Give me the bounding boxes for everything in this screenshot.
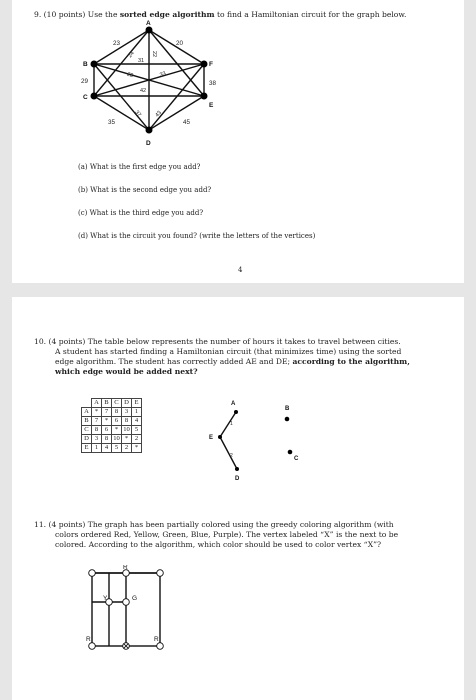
q10-number: 10. [34,337,47,346]
edge-label-bd: 37 [133,109,142,119]
vertex-c [288,450,293,455]
q9-complete-graph [80,20,230,155]
q9-prompt: 9. (10 points) Use the sorted edge algorithm to find a Hamiltonian circuit for the graph below. [34,10,407,19]
table-row: C 8 6 * 10 5 [82,426,142,435]
vertex-right [123,599,130,606]
vertex-label-b: B [285,406,290,412]
edge-label-bc: 29 [81,78,89,85]
edge-label-ad: 22 [151,51,157,58]
q10-points: (4 points) [48,337,86,346]
vertex-e [201,93,208,100]
vertex-label-left: Y [103,595,108,602]
q10-hours-table [81,398,142,453]
vertex-label-e: E [209,102,214,109]
q9-part-a: (a) What is the first edge you add? [78,163,201,171]
q11-number: 11. [34,520,47,529]
table-header: E [132,399,142,408]
vertex-label-f: F [209,61,213,68]
vertex-b [91,61,98,68]
vertex-label-e: E [209,435,214,441]
q9-part-b: (b) What is the second edge you add? [78,186,212,194]
edge-label-be: 28 [126,71,134,80]
page-1 [12,0,464,283]
q10-question: which edge would be added next? [55,367,198,376]
vertex-label-top: R [123,565,128,571]
table-header: C [112,399,122,408]
vertex-f [201,61,208,68]
vertex-label-c: C [294,456,299,462]
q11-points: (4 points) [48,520,86,529]
table-row: D 3 8 10 * 2 [82,435,142,444]
vertex-label-a: A [146,20,151,27]
edge-label-fe: 38 [209,80,217,87]
edge-label-fd: 43 [154,109,163,119]
page-number: 4 [238,266,243,274]
edge-label-de: 45 [183,119,191,126]
q11-prompt: 11. (4 points) The graph has been partially colored using the greedy coloring algorithm (with colors ordered Red, Yellow, Green, Blue, Purple). The vertex labeled “X” is the next to be colored. According to the algorithm, which color should be used to color vertex “X”? [34,520,399,549]
vertex-label-d: D [146,140,151,147]
q9-part-d: (d) What is the circuit you found? (write the letters of the vertices) [78,232,316,240]
edge-label-ae: 1 [230,421,233,427]
edge-label-af: 20 [176,40,184,47]
vertex-b [285,417,290,422]
table-row: B 7 * 6 8 4 [82,417,142,426]
q9-number: 9. [34,10,42,19]
q10-prompt: 10. (4 points) The table below represents the number of hours it takes to travel between cities. A student has started finding a Hamiltonian circuit (that minimizes time) using the sorted edge algorithm. The student has correctly added AE and DE; according to the algorithm, which edge would be added next? [34,337,454,377]
vertex-a [146,27,153,34]
edge-label-ab: 23 [113,40,121,47]
vertex-label-bottom-left: R [86,636,91,643]
q9-part-c: (c) What is the third edge you add? [78,209,204,217]
table-header: D [122,399,132,408]
vertex-c [91,93,98,100]
q11-coloring-graph [74,565,184,655]
edge-label-bf: 31 [138,58,145,64]
vertex-e [218,435,222,439]
q10-partial-graph [205,397,315,487]
vertex-label-c: C [83,94,88,101]
table-header: B [102,399,112,408]
q9-points: (10 points) [43,10,86,19]
edge-label-fc: 33 [159,70,167,79]
vertex-label-right: G [132,595,138,602]
page-2 [12,297,464,700]
edge-label-ac: 24 [127,50,136,60]
table-header: A [92,399,102,408]
table-row: A * 7 8 3 1 [82,408,142,417]
vertex-d [235,467,239,471]
vertex-label-b: B [83,61,88,68]
table-row: E 1 4 5 2 * [82,444,142,453]
vertex-bottom-right [157,643,164,650]
vertex-a [234,410,238,414]
q9-algorithm-name: sorted edge algorithm [119,10,215,19]
vertex-label-d: D [235,476,240,482]
vertex-bottom-left [89,643,96,650]
vertex-d [146,127,153,134]
edge-label-cd: 35 [108,119,116,126]
edge-label-ce: 42 [140,88,147,94]
vertex-label-bottom-right: R [154,636,159,643]
edge-label-de: 2 [230,453,233,459]
vertex-label-a: A [231,401,236,407]
